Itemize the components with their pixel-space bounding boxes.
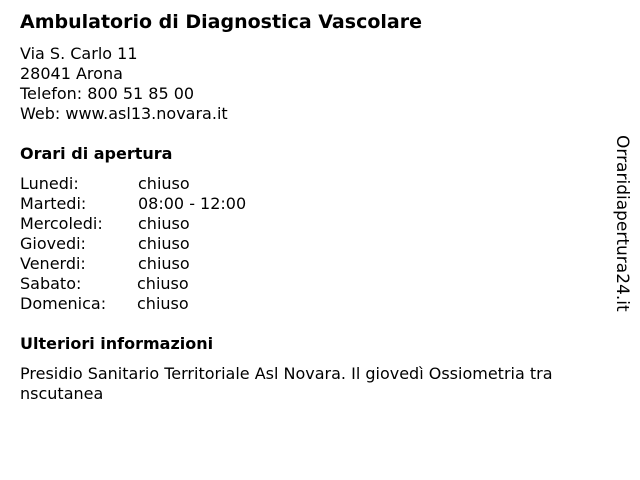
day-label: Martedi:: [20, 194, 87, 213]
day-label: Domenica:: [20, 294, 107, 313]
day-hours: 08:00 - 12:00: [138, 194, 247, 213]
hours-row-sunday: [20, 294, 320, 314]
hours-row-monday: [20, 174, 320, 194]
hours-row-saturday: [20, 274, 320, 294]
day-label: Giovedi:: [20, 234, 86, 253]
day-label: Mercoledi:: [20, 214, 103, 233]
day-hours: chiuso: [137, 274, 189, 293]
info-heading: Ulteriori informazioni: [20, 334, 214, 353]
hours-row-thursday: [20, 234, 320, 254]
day-hours: chiuso: [138, 214, 190, 233]
address-street: Via S. Carlo 11: [20, 44, 138, 63]
day-hours: chiuso: [138, 254, 190, 273]
hours-row-wednesday: [20, 214, 320, 234]
day-hours: chiuso: [138, 234, 190, 253]
day-label: Lunedi:: [20, 174, 79, 193]
hours-heading: Orari di apertura: [20, 144, 173, 163]
site-watermark: Orraridiapertura24.it: [612, 135, 632, 312]
info-text: Presidio Sanitario Territoriale Asl Novara. Il giovedì Ossiometria tra nscutanea: [20, 364, 553, 403]
hours-row-friday: [20, 254, 320, 274]
day-label: Sabato:: [20, 274, 82, 293]
day-hours: chiuso: [138, 174, 190, 193]
day-hours: chiuso: [137, 294, 189, 313]
address-web: Web: www.asl13.novara.it: [20, 104, 228, 123]
address-phone: Telefon: 800 51 85 00: [20, 84, 195, 103]
hours-row-tuesday: [20, 194, 320, 214]
page-title: Ambulatorio di Diagnostica Vascolare: [20, 11, 422, 33]
address-city: 28041 Arona: [20, 64, 123, 83]
day-label: Venerdi:: [20, 254, 86, 273]
